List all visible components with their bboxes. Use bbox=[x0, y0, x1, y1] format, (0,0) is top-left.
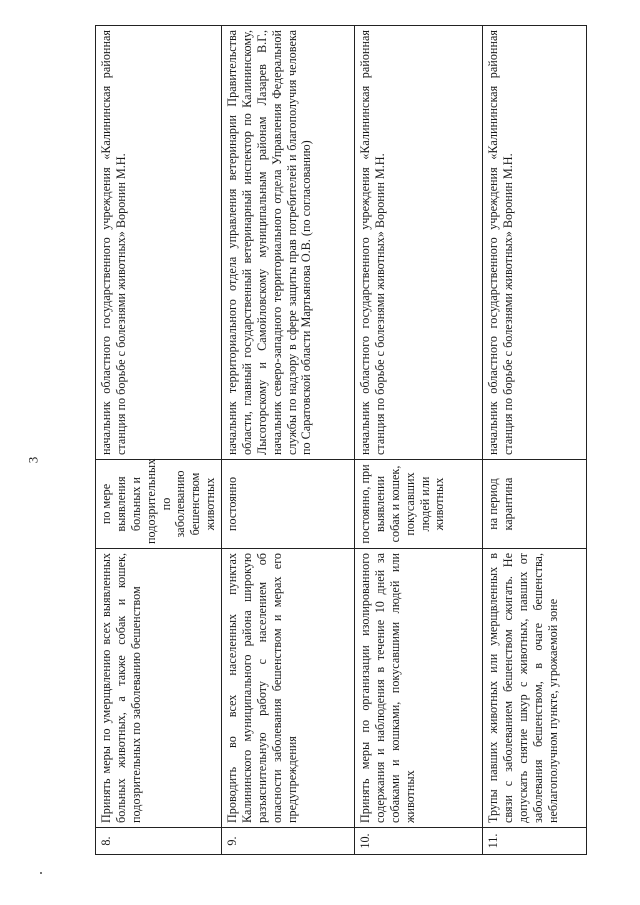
table-row bbox=[222, 26, 355, 855]
responsible-cell: начальник областного государственного учреждения «Калининская районная станция по борьбе с болезнями животных» Воронин М.Н. bbox=[355, 26, 483, 460]
term-cell: постоянно, при выявлении собак и кошек, покусавших людей или животных bbox=[355, 460, 483, 549]
rotated-table-container bbox=[95, 25, 583, 855]
table-row bbox=[483, 26, 587, 855]
row-number: 10. bbox=[355, 828, 483, 855]
row-number: 11. bbox=[483, 828, 587, 855]
row-number: 8. bbox=[96, 828, 222, 855]
term-cell: по мере выявления больных и подозрительных по заболеванию бешенством животных bbox=[96, 460, 222, 549]
responsible-cell: начальник областного государственного учреждения «Калининская районная станция по борьбе с болезнями животных» Воронин М.Н. bbox=[483, 26, 587, 460]
scan-speck bbox=[40, 872, 42, 874]
measures-table bbox=[95, 25, 587, 855]
measure-cell: Трупы павших животных или умерщвленных в связи с заболеванием бешенством сжигать. Не допускать снятие шкур с животных, павших от заболевания бешенством, в очаге бешенства, неблагополучном пункте, угрожаемой зоне bbox=[483, 549, 587, 828]
term-cell: постоянно bbox=[222, 460, 355, 549]
table-row bbox=[355, 26, 483, 855]
row-number: 9. bbox=[222, 828, 355, 855]
responsible-cell: начальник областного государственного учреждения «Калининская районная станция по борьбе с болезнями животных» Воронин М.Н. bbox=[96, 26, 222, 460]
measure-cell: Принять меры по организации изолированного содержания и наблюдения в течение 10 дней за собаками и кошками, покусавшими людей или животных bbox=[355, 549, 483, 828]
measure-cell: Принять меры по умерщвлению всех выявленных больных животных, а также собак и кошек, подозрительных по заболеванию бешенством bbox=[96, 549, 222, 828]
responsible-cell: начальник территориального отдела управления ветеринарии Правительства области, главный государственный ветеринарный инспектор по Калининскому, Лысогорскому и Самойловскому муниципальным районам Лазарев В.Г., начальник северо-западного территориального отдела Управления Федеральной службы по надзору в сфере защиты прав потребителей и благополучия человека по Саратовской области Мартьянова О.В. (по согласованию) bbox=[222, 26, 355, 460]
measure-cell: Проводить во всех населенных пунктах Калининского муниципального района широкую разъяснительную работу с населением об опасности заболевания бешенством и мерах его предупреждения bbox=[222, 549, 355, 828]
page-number: 3 bbox=[25, 456, 41, 464]
table-row bbox=[96, 26, 222, 855]
term-cell: на период карантина bbox=[483, 460, 587, 549]
